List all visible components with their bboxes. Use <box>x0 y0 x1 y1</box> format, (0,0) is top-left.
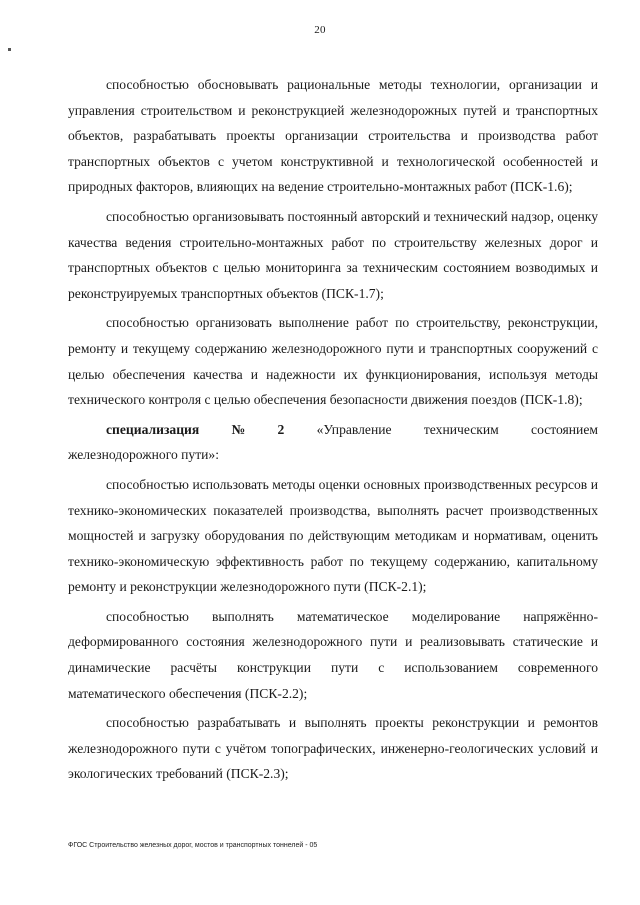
specialization-heading <box>68 417 598 443</box>
specialization-title-word: техническим <box>423 421 499 437</box>
paragraph-psk-2-3: способностью разрабатывать и выполнять проекты реконструкции и ремонтов железнодорожного пути с учётом топографических, инженерно-геологических условий и экологических требований (ПСК-2.3); <box>68 715 598 782</box>
page-footer: ФГОС Строительство железных дорог, мостов и транспортных тоннелей - 05 <box>68 842 318 849</box>
paragraph-psk-1-8: способностью организовать выполнение работ по строительству, реконструкции, ремонту и текущему содержанию железнодорожного пути и транспортных сооружений с целью обеспечения качества и надежности их функционирования, используя методы технического контроля с целью обеспечения безопасности движения поездов (ПСК-1.8); <box>68 315 598 408</box>
page-number: 20 <box>314 24 326 36</box>
specialization-title-word: «Управление <box>316 421 392 437</box>
specialization-label: специализация <box>106 421 200 437</box>
specialization-title-continuation: железнодорожного пути»: <box>68 447 220 463</box>
specialization-number-sign: № <box>231 421 246 437</box>
paragraph-psk-1-6: способностью обосновывать рациональные методы технологии, организации и управления строительством и реконструкцией железнодорожных путей и транспортных объектов, разрабатывать проекты организации строительства и производства работ транспортных объектов с учетом конструктивной и технологической особенностей и природных факторов, влияющих на ведение строительно-монтажных работ (ПСК-1.6); <box>68 77 598 195</box>
scan-mark <box>8 48 11 51</box>
paragraph-psk-2-1: способностью использовать методы оценки основных производственных ресурсов и технико-экономических показателей производства, выполнять расчет производственных мощностей и загрузку оборудования по действующим методикам и нормативам, оценить технико-экономическую эффективность работ по текущему содержанию, капитальному ремонту и реконструкции железнодорожного пути (ПСК-2.1); <box>68 476 598 595</box>
specialization-number: 2 <box>277 421 285 437</box>
document-body <box>68 72 598 791</box>
paragraph-psk-2-2: способностью выполнять математическое моделирование напряжённо-деформированного состояния железнодорожного пути и реализовывать статические и динамические расчёты конструкции пути с использованием современного математического обеспечения (ПСК-2.2); <box>68 608 598 701</box>
paragraph-psk-1-7: способностью организовывать постоянный авторский и технический надзор, оценку качества ведения строительно-монтажных работ по строительству железных дорог и транспортных объектов с целью мониторинга за техническим состоянием возводимых и реконструируемых транспортных объектов (ПСК-1.7); <box>68 208 598 301</box>
specialization-title-word: состоянием <box>531 421 598 437</box>
